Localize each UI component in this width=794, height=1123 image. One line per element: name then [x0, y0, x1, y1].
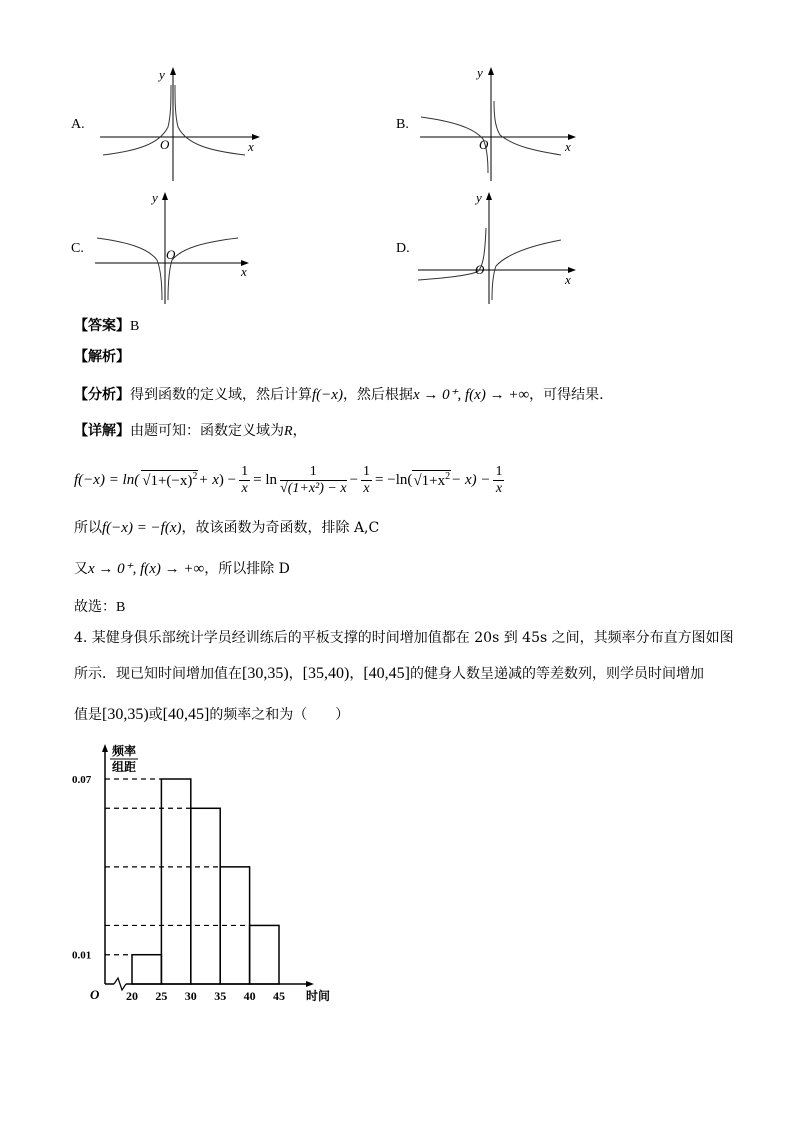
- interval-30-35-b: [30,35): [102, 706, 149, 723]
- option-d-graph: [415, 188, 585, 308]
- fenxi-line: [74, 385, 604, 405]
- eq-frac-3: [361, 464, 372, 497]
- conclusion-2-text-1: 又: [74, 561, 88, 577]
- problem-4-or: 或: [148, 707, 163, 723]
- final-label: 故选：: [74, 599, 116, 615]
- option-b-x-label: x: [565, 139, 571, 154]
- x-tick-label: 35: [214, 989, 227, 1003]
- option-c-label: C.: [71, 241, 84, 256]
- detail-text: 由题可知：函数定义域为: [130, 423, 284, 439]
- histogram-bar: [191, 808, 220, 984]
- detail-line: [74, 421, 307, 442]
- option-a-x-label: x: [248, 139, 254, 154]
- conclusion-1-text-2: ，故该函数为奇函数，排除 A,C: [181, 520, 380, 536]
- histogram-bar: [132, 955, 161, 984]
- frequency-histogram: [70, 738, 330, 1008]
- x-tick-label: 40: [243, 989, 256, 1003]
- option-d-label: D.: [396, 241, 410, 256]
- problem-4-line-2: [74, 664, 704, 684]
- final-answer: [74, 597, 125, 618]
- option-c-graph: [92, 188, 262, 308]
- x-tick-label: 25: [155, 989, 168, 1003]
- x-tick-label: 30: [184, 989, 197, 1003]
- option-a-origin: O: [160, 137, 170, 152]
- x-tick-label: 20: [126, 989, 138, 1003]
- y-tick-label: 0.01: [72, 949, 92, 962]
- final-value: B: [116, 600, 126, 615]
- problem-4-line-3-b: 的频率之和为（ ）: [209, 707, 350, 723]
- eq-lhs: f(−x) = ln(: [74, 471, 140, 488]
- problem-4-line-3: [74, 705, 349, 725]
- option-b-y-label: y: [477, 65, 483, 80]
- eq-frac-4-den: x: [495, 480, 503, 496]
- conclusion-1: [74, 518, 379, 538]
- eq-equals-neg-ln: = −ln(: [375, 471, 413, 488]
- answer-value: B: [130, 319, 140, 334]
- eq-plus-x: + x: [198, 471, 219, 488]
- x-tick-label: 45: [273, 989, 285, 1003]
- x-axis-arrow: [306, 981, 314, 987]
- eq-minus-x: − x) −: [451, 471, 491, 488]
- interval-40-45-b: [40,45]: [162, 706, 210, 723]
- interval-30-35: [30,35): [242, 665, 289, 682]
- conclusion-1-expr: f(−x) = −f(x): [102, 520, 182, 536]
- interval-40-45: [40,45]: [363, 665, 410, 682]
- option-a-y-label: y: [159, 67, 165, 82]
- option-c-x-label: x: [241, 264, 247, 279]
- detail-tail: ，: [292, 423, 307, 439]
- eq-frac-3-den: x: [363, 480, 370, 496]
- eq-sqrt-2: $√1+x^2$: [413, 471, 451, 489]
- histogram-bar: [161, 779, 190, 984]
- eq-exp-1: 2: [192, 471, 198, 482]
- option-b-graph: [415, 65, 585, 185]
- y-label-bottom: 组距: [112, 760, 137, 774]
- option-c-y-label: y: [152, 190, 158, 205]
- detail-label: 【详解】: [74, 423, 130, 439]
- detail-domain: R: [284, 424, 293, 439]
- eq-equals-ln: = ln: [253, 471, 278, 488]
- fenxi-text-3: ，可得结果.: [529, 387, 604, 403]
- option-a-graph: [95, 65, 265, 185]
- eq-frac-3-num: 1: [363, 463, 371, 479]
- interval-35-40: [35,40): [302, 665, 350, 682]
- option-d-y-label: y: [476, 190, 482, 205]
- conclusion-2-text-2: ，所以排除 D: [204, 561, 290, 577]
- eq-frac-2-den: √(1+x²) − x: [280, 480, 347, 496]
- eq-minus: −: [349, 471, 359, 488]
- problem-4-sep-2: ，: [349, 666, 364, 682]
- option-b-origin: O: [479, 137, 489, 152]
- fenxi-text-2: ，然后根据: [342, 387, 413, 403]
- option-a-label: A.: [71, 117, 85, 132]
- eq-frac-1-den: x: [241, 480, 248, 496]
- eq-exp-2: 2: [445, 471, 451, 482]
- eq-sqrt-1: $√1+(-x)^2$: [142, 471, 198, 489]
- option-b-label: B.: [396, 117, 409, 132]
- problem-4-line-2-b: 的健身人数呈递减的等差数列，则学员时间增加: [409, 666, 704, 682]
- option-d-origin: O: [475, 262, 485, 277]
- eq-frac-2-num: 1: [280, 464, 347, 481]
- eq-frac-2: [280, 464, 347, 497]
- analysis-heading: 【解析】: [74, 349, 130, 365]
- fenxi-text-1: 得到函数的定义域，然后计算: [130, 387, 312, 403]
- answer-label: 【答案】: [74, 318, 130, 334]
- problem-4-line-3-a: 值是: [74, 707, 102, 723]
- conclusion-2-expr: x → 0⁺, f(x) → +∞: [88, 561, 205, 577]
- histogram-bar: [250, 925, 279, 984]
- answer-line: [74, 316, 139, 337]
- conclusion-1-text-1: 所以: [74, 520, 102, 536]
- eq-sqrt-1-body: 1+(−x): [150, 473, 193, 489]
- odd-function-equation: [74, 458, 507, 502]
- axis-break-mark: [114, 978, 126, 990]
- option-c-origin: O: [166, 247, 176, 262]
- fenxi-expr-2: x → 0⁺, f(x) → +∞: [412, 387, 530, 403]
- fenxi-expr-1: f(−x): [312, 387, 343, 403]
- eq-sqrt-2-body: 1+x: [421, 473, 446, 489]
- eq-close: ) −: [218, 471, 237, 488]
- fenxi-label: 【分析】: [74, 387, 130, 403]
- y-label-top: 频率: [112, 744, 137, 758]
- problem-4-line-1: 4. 某健身俱乐部统计学员经训练后的平板支撑的时间增加值都在 20s 到 45s 之间，其频率分布直方图如图: [74, 630, 734, 646]
- eq-frac-4: [493, 464, 504, 497]
- x-axis-label: 时间: [306, 989, 330, 1003]
- conclusion-2: [74, 559, 290, 579]
- y-tick-label: 0.07: [72, 774, 92, 786]
- eq-frac-1-num: 1: [241, 463, 249, 479]
- problem-4-line-2-a: 所示．现已知时间增加值在: [74, 666, 242, 682]
- eq-frac-4-num: 1: [495, 463, 503, 479]
- y-axis-arrow: [102, 744, 108, 752]
- option-d-x-label: x: [565, 272, 571, 287]
- problem-4-sep-1: ，: [288, 666, 303, 682]
- eq-frac-1: [239, 464, 250, 497]
- origin-label: O: [90, 987, 100, 1002]
